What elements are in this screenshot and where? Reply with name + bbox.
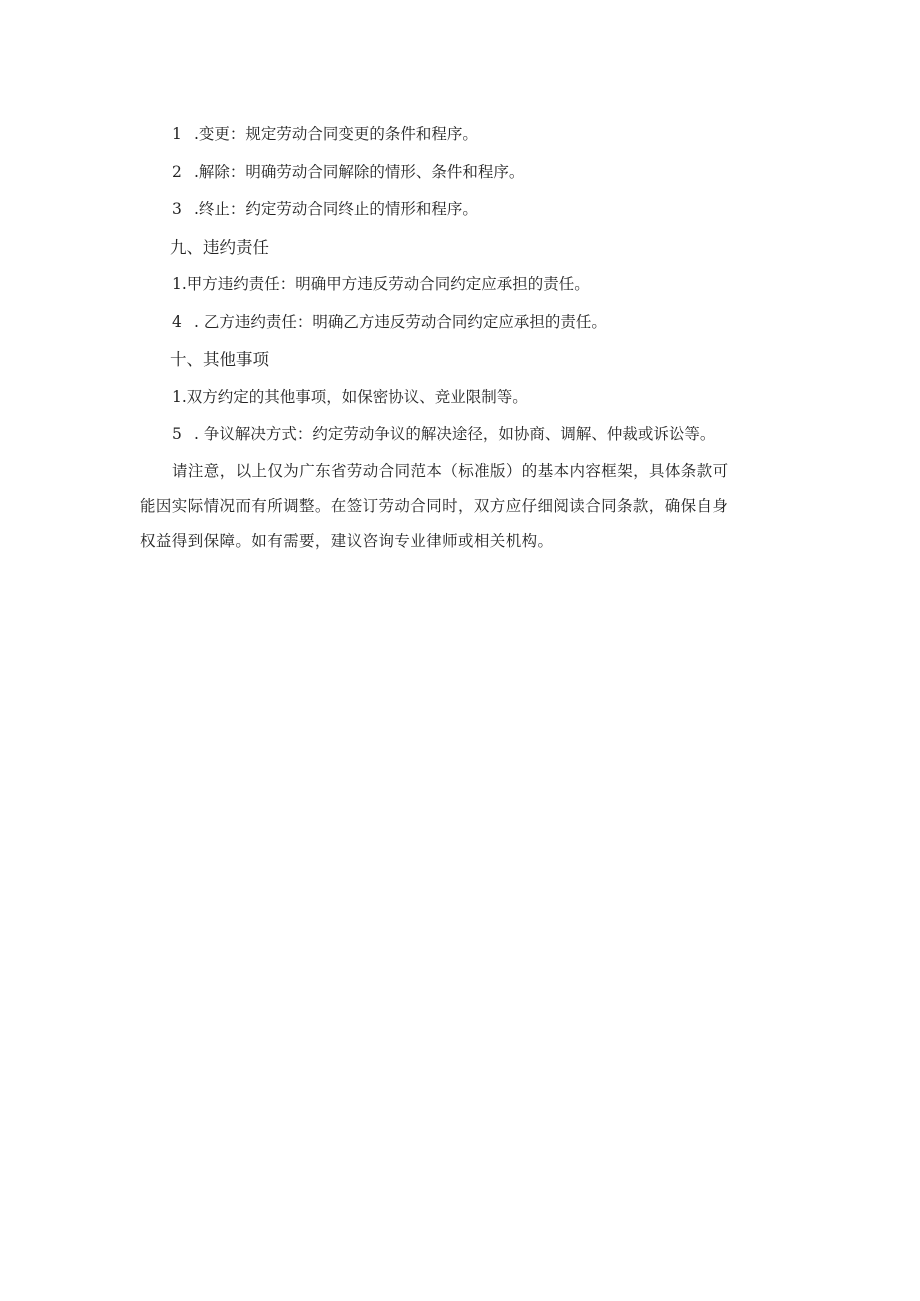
list-item — [140, 116, 800, 154]
item-text: .变更：规定劳动合同变更的条件和程序。 — [194, 125, 478, 143]
item-number: 2 — [172, 162, 182, 181]
list-item — [140, 416, 800, 454]
item-text: . 争议解决方式：约定劳动争议的解决途径，如协商、调解、仲裁或诉讼等。 — [194, 425, 716, 443]
item-text: 双方约定的其他事项，如保密协议、竞业限制等。 — [186, 387, 528, 406]
item-number: 1. — [172, 387, 187, 406]
item-text: 甲方违约责任：明确甲方违反劳动合同约定应承担的责任。 — [186, 275, 590, 293]
note-line-3: 权益得到保障。如有需要，建议咨询专业律师或相关机构。 — [140, 531, 554, 550]
note-line-2: 能因实际情况而有所调整。在签订劳动合同时，双方应仔细阅读合同条款，确保自身 — [140, 496, 729, 515]
section-heading-breach: 九、违约责任 — [170, 237, 269, 257]
list-item — [140, 304, 800, 342]
item-number: 3 — [172, 200, 182, 218]
item-number: 1 — [172, 125, 182, 143]
item-text: .解除：明确劳动合同解除的情形、条件和程序。 — [194, 162, 525, 181]
item-text: . 乙方违约责任：明确乙方违反劳动合同约定应承担的责任。 — [194, 312, 607, 331]
document-body — [140, 116, 800, 559]
item-text: .终止：约定劳动合同终止的情形和程序。 — [194, 200, 478, 218]
item-number: 1. — [172, 275, 187, 293]
note-line-1: 请注意，以上仅为广东省劳动合同范本（标准版）的基本内容框架，具体条款可 — [172, 461, 729, 480]
list-item — [140, 154, 800, 192]
item-number: 5 — [172, 425, 182, 443]
list-item — [140, 191, 800, 229]
item-number: 4 — [172, 312, 182, 331]
section-heading-other: 十、其他事项 — [170, 350, 269, 369]
list-item — [140, 266, 800, 304]
list-item — [140, 379, 800, 417]
